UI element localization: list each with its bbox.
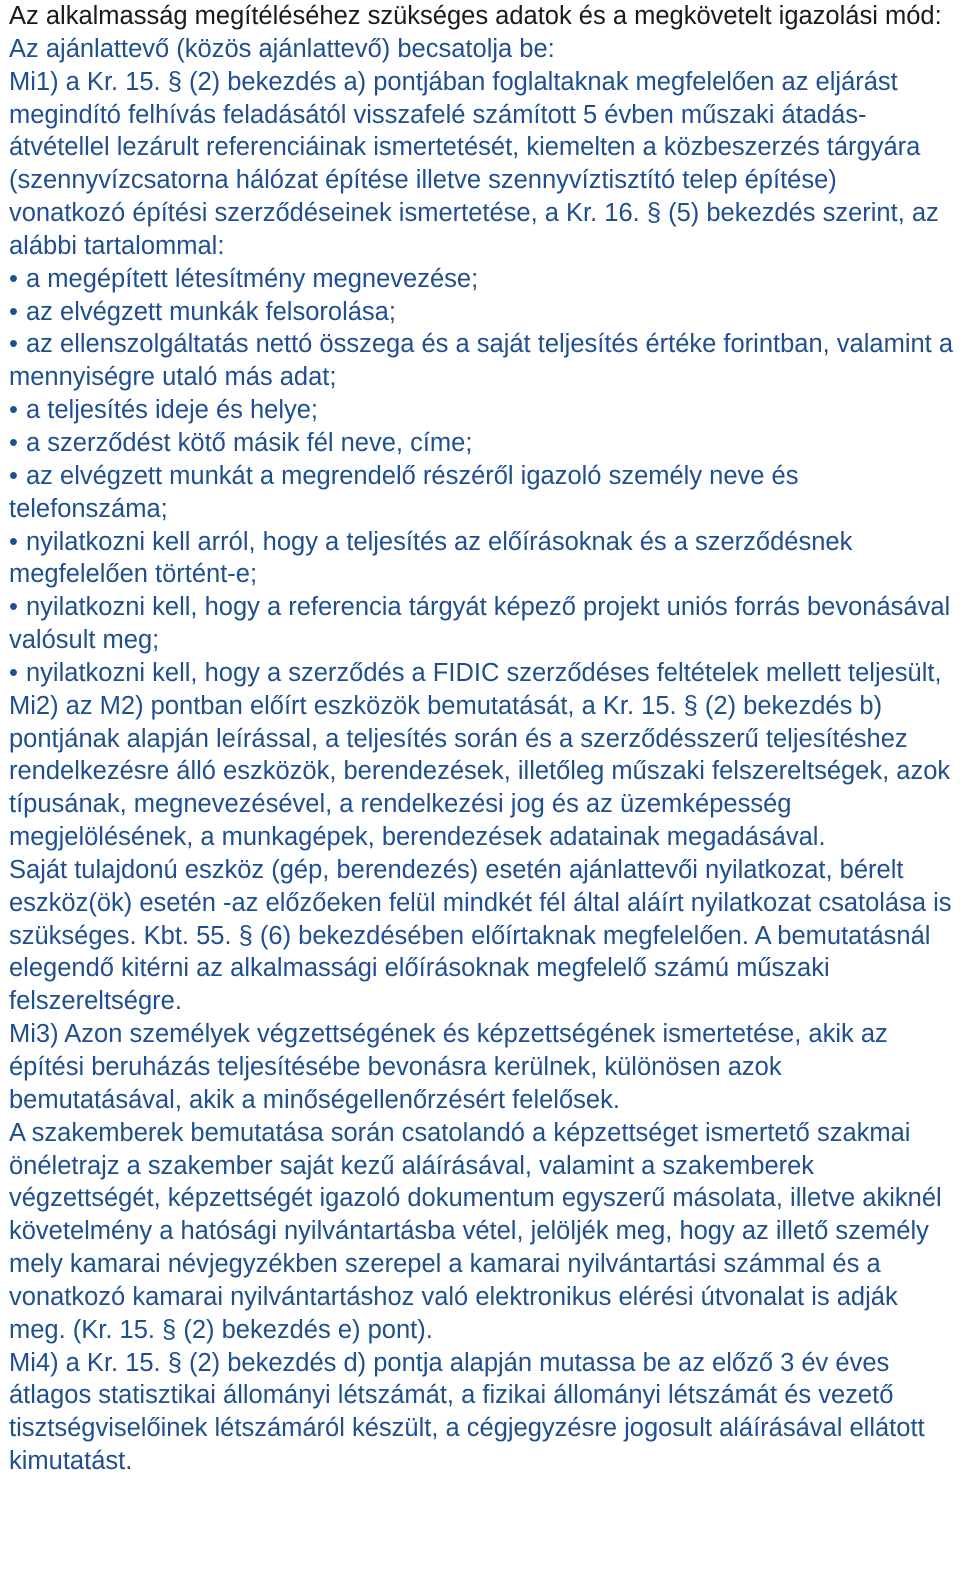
list-item: • a megépített létesítmény megnevezése; (9, 263, 957, 296)
list-item: • nyilatkozni kell arról, hogy a teljesítés az előírásoknak és a szerződésnek megfelelően történt-e; (9, 526, 957, 592)
mi4-paragraph: Mi4) a Kr. 15. § (2) bekezdés d) pontja alapján mutassa be az előző 3 év éves átlagos statisztikai állományi létszámát, a fizikai állományi létszámát és vezető tisztségviselőinek létszámáról készült, a cégjegyzésre jogosult aláírásával ellátott kimutatást. (9, 1348, 925, 1476)
document-page (9, 0, 957, 1478)
list-item: • a teljesítés ideje és helye; (9, 394, 957, 427)
list-item: • nyilatkozni kell, hogy a referencia tárgyát képező projekt uniós forrás bevonásával valósult meg; (9, 591, 957, 657)
mi3-paragraph: Mi3) Azon személyek végzettségének és képzettségének ismertetése, akik az építési beruházás teljesítésébe bevonásra kerülnek, különösen azok bemutatásával, akik a minőségellenőrzésért felelősek. (9, 1020, 888, 1114)
list-item: • az ellenszolgáltatás nettó összega és a saját teljesítés értéke forintban, valamint a mennyiségre utaló más adat; (9, 328, 957, 394)
own-equipment-paragraph: Saját tulajdonú eszköz (gép, berendezés) esetén ajánlattevői nyilatkozat, bérelt eszköz(ök) esetén -az előzőeken felül mindkét fél által aláírt nyilatkozat csatolása is szükséges. Kbt. 55. § (6) bekezdésében előírtaknak megfelelően. A bemutatásnál elegendő kitérni az alkalmassági előírásoknak megfelelő számú műszaki felszereltségre. (9, 855, 952, 1016)
document-heading: Az alkalmasság megítéléséhez szükséges adatok és a megkövetelt igazolási mód: (9, 2, 942, 30)
mi2-paragraph: Mi2) az M2) pontban előírt eszközök bemutatását, a Kr. 15. § (2) bekezdés b) pontjának alapján leírással, a teljesítés során és a szerződésszerű teljesítéshez rendelkezésre álló eszközök, berendezések, illetőleg műszaki felszereltségek, azok típusának, megnevezésével, a rendelkezési jog és az üzemképesség megjelölésének, a munkagépek, berendezések adatainak megadásával. (9, 691, 951, 852)
experts-paragraph: A szakemberek bemutatása során csatolandó a képzettséget ismertető szakmai önéletrajz a szakember saját kezű aláírásával, valamint a szakemberek végzettségét, képzettségét igazoló dokumentum egyszerű másolata, illetve akiknél követelmény a hatósági nyilvántartásba vétel, jelöljék meg, hogy az illető személy mely kamarai névjegyzékben szerepel a kamarai nyilvántartási számmal és a vonatkozó kamarai nyilvántartáshoz való elektronikus elérési útvonalat is adják meg. (Kr. 15. § (2) bekezdés e) pont). (9, 1118, 942, 1344)
list-item: • az elvégzett munkát a megrendelő részéről igazoló személy neve és telefonszáma; (9, 460, 957, 526)
list-item: • nyilatkozni kell, hogy a szerződés a FIDIC szerződéses feltételek mellett teljesült, (9, 657, 957, 690)
list-item: • az elvégzett munkák felsorolása; (9, 296, 957, 329)
reference-content-list (9, 263, 957, 690)
intro-paragraph: Az ajánlattevő (közös ajánlattevő) becsatolja be: (9, 34, 555, 63)
mi1-paragraph: Mi1) a Kr. 15. § (2) bekezdés a) pontjában foglaltaknak megfelelően az eljárást megindító felhívás feladásától visszafelé számított 5 évben műszaki átadás-átvétellel lezárult referenciáinak ismertetését, kiemelten a közbeszerzés tárgyára (szennyvízcsatorna hálózat építése illetve szennyvíztisztító telep építése) vonatkozó építési szerződéseinek ismertetése, a Kr. 16. § (5) bekezdés szerint, az alábbi tartalommal: (9, 67, 939, 260)
list-item: • a szerződést kötő másik fél neve, címe; (9, 427, 957, 460)
